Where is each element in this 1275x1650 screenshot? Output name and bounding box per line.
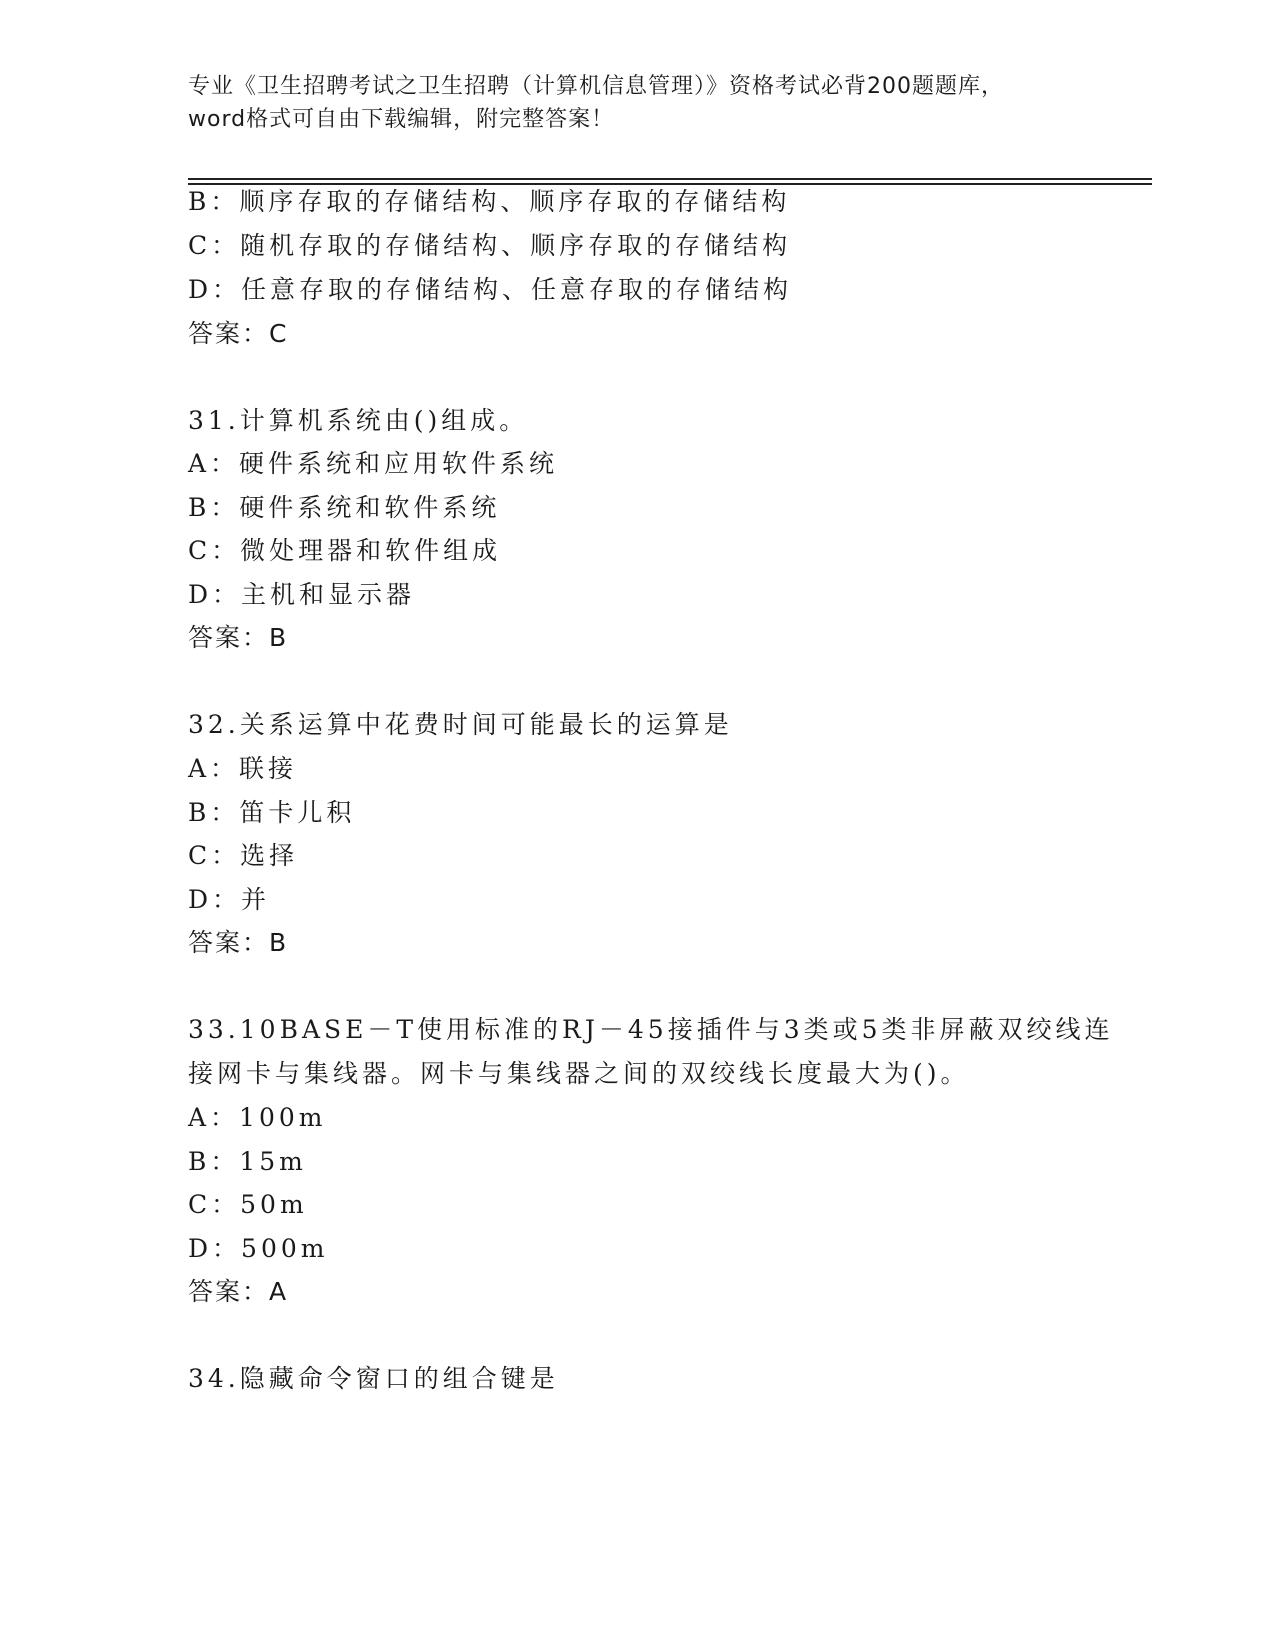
q31-option-a: A：硬件系统和应用软件系统 [188, 449, 559, 478]
q32-option-c: C：选择 [188, 841, 299, 870]
header-divider-top [188, 178, 1152, 180]
q30-answer: 答案：C [188, 319, 289, 348]
q33-option-d: D：500m [188, 1234, 329, 1263]
q33-answer: 答案：A [188, 1277, 289, 1306]
q30-option-c: C：随机存取的存储结构、顺序存取的存储结构 [188, 231, 792, 260]
document-header [188, 70, 1148, 136]
q31-option-c: C：微处理器和软件组成 [188, 536, 502, 565]
q31-answer: 答案：B [188, 623, 289, 652]
header-title-line-2: word格式可自由下载编辑，附完整答案！ [188, 107, 615, 132]
q32-answer: 答案：B [188, 928, 289, 957]
q31-option-d: D：主机和显示器 [188, 580, 416, 609]
q32-stem: 32.关系运算中花费时间可能最长的运算是 [188, 710, 733, 739]
q31-stem: 31.计算机系统由()组成。 [188, 406, 529, 435]
q33-option-a: A：100m [188, 1103, 327, 1132]
header-title-line-1: 专业《卫生招聘考试之卫生招聘（计算机信息管理）》资格考试必背200题题库， [188, 74, 1004, 99]
q32-option-d: D：并 [188, 885, 271, 914]
q30-option-d: D：任意存取的存储结构、任意存取的存储结构 [188, 275, 793, 304]
q31-option-b: B：硬件系统和软件系统 [188, 493, 501, 522]
q33-option-b: B：15m [188, 1147, 307, 1176]
header-divider-bottom [188, 183, 1152, 185]
q32-option-b: B：笛卡儿积 [188, 798, 356, 827]
q30-option-b: B：顺序存取的存储结构、顺序存取的存储结构 [188, 187, 791, 216]
q34-stem: 34.隐藏命令窗口的组合键是 [188, 1364, 559, 1393]
q32-option-a: A：联接 [188, 754, 298, 783]
q33-option-c: C：50m [188, 1190, 308, 1219]
q33-stem-line-2: 接网卡与集线器。网卡与集线器之间的双绞线长度最大为()。 [188, 1059, 970, 1088]
q33-stem-line-1: 33.10BASE－T使用标准的RJ－45接插件与3类或5类非屏蔽双绞线连 [188, 1015, 1114, 1044]
